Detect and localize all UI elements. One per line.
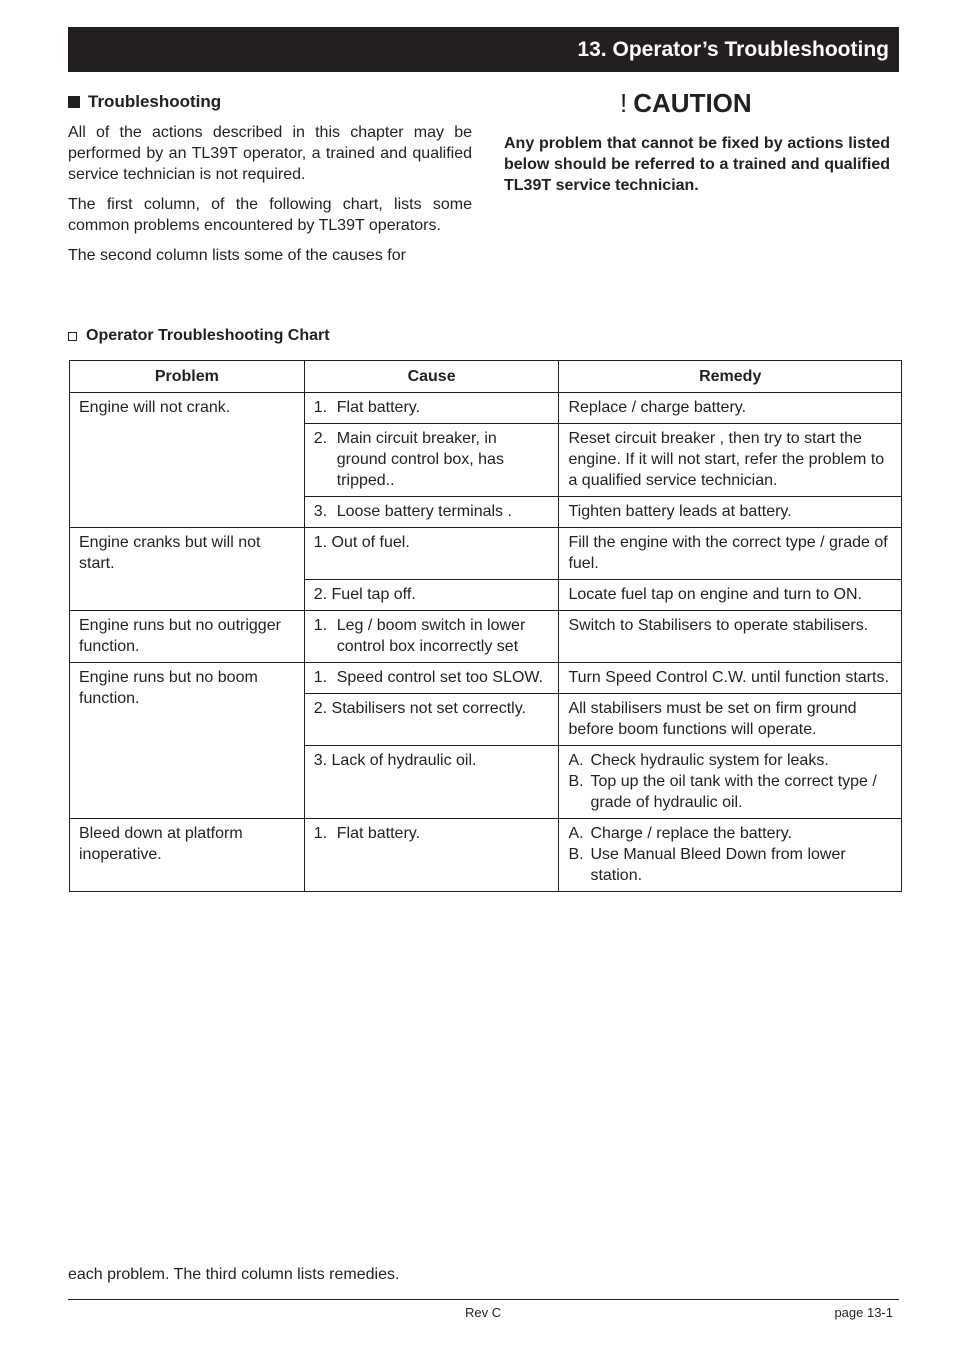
section-title: Troubleshooting <box>88 92 222 111</box>
table-header-row <box>70 361 902 393</box>
remedy-text: Use Manual Bleed Down from lower station. <box>590 846 846 884</box>
cause-cell <box>304 497 559 528</box>
problem-cell: Engine runs but no outrigger function. <box>70 611 305 663</box>
chart-title: Operator Troubleshooting Chart <box>86 327 330 344</box>
table-row <box>70 528 902 580</box>
page-number: page 13-1 <box>834 1305 893 1320</box>
intro-paragraph: The first column, of the following chart, lists some common problems encountered by TL39T operators. <box>68 196 472 234</box>
intro-paragraph: All of the actions described in this chapter may be performed by an TL39T operator, a trained and qualified service technician is not required. <box>68 124 472 183</box>
troubleshooting-table <box>69 360 902 892</box>
problem-cell: Bleed down at platform inoperative. <box>70 819 305 892</box>
remedy-cell: Turn Speed Control C.W. until function starts. <box>559 663 902 694</box>
remedy-cell <box>559 819 902 892</box>
caution-heading <box>620 88 752 119</box>
exclamation-icon: ! <box>620 88 628 118</box>
intro-continuation: each problem. The third column lists remedies. <box>68 1266 400 1283</box>
column-header-problem: Problem <box>70 361 305 393</box>
cause-text: Flat battery. <box>336 825 421 842</box>
footer-divider <box>68 1299 899 1300</box>
cause-cell <box>304 424 559 497</box>
remedy-cell: Locate fuel tap on engine and turn to ON. <box>559 580 902 611</box>
cause-cell: 1. Out of fuel. <box>304 528 559 580</box>
caution-title: CAUTION <box>633 88 752 118</box>
remedy-text: Top up the oil tank with the correct type / grade of hydraulic oil. <box>590 773 877 811</box>
table-row <box>70 393 902 424</box>
empty-checkbox-bullet-icon <box>68 332 77 341</box>
cause-cell <box>304 611 559 663</box>
cause-cell <box>304 819 559 892</box>
problem-cell: Engine runs but no boom function. <box>70 663 305 819</box>
cause-number: 1. <box>313 399 328 416</box>
table-row <box>70 663 902 694</box>
cause-number: 1. <box>313 617 328 634</box>
problem-cell: Engine cranks but will not start. <box>70 528 305 611</box>
cause-cell: 2. Stabilisers not set correctly. <box>304 694 559 746</box>
revision-label: Rev C <box>465 1305 502 1320</box>
cause-number: 3. <box>313 503 328 520</box>
remedy-cell: All stabilisers must be set on firm ground before boom functions will operate. <box>559 694 902 746</box>
cause-cell <box>304 663 559 694</box>
cause-text: Leg / boom switch in lower control box incorrectly set <box>336 617 526 655</box>
chapter-header <box>68 27 899 72</box>
table-row <box>70 819 902 892</box>
cause-number: 1. <box>313 825 328 842</box>
cause-text: Flat battery. <box>336 399 421 416</box>
cause-cell: 2. Fuel tap off. <box>304 580 559 611</box>
remedy-letter: B. <box>568 846 584 863</box>
remedy-letter: A. <box>568 825 584 842</box>
filled-square-bullet-icon <box>68 96 80 108</box>
chapter-title: 13. Operator’s Troubleshooting <box>577 37 889 61</box>
remedy-cell: Fill the engine with the correct type / grade of fuel. <box>559 528 902 580</box>
cause-text: Main circuit breaker, in ground control box, has tripped.. <box>336 430 504 489</box>
section-heading <box>68 92 221 112</box>
cause-cell <box>304 393 559 424</box>
caution-text: Any problem that cannot be fixed by actions listed below should be referred to a trained and qualified TL39T service technician. <box>504 135 890 194</box>
remedy-cell: Switch to Stabilisers to operate stabilisers. <box>559 611 902 663</box>
remedy-cell: Tighten battery leads at battery. <box>559 497 902 528</box>
table-row <box>70 611 902 663</box>
remedy-text: Check hydraulic system for leaks. <box>590 752 829 769</box>
column-header-cause: Cause <box>304 361 559 393</box>
remedy-letter: A. <box>568 752 584 769</box>
intro-paragraph: The second column lists some of the causes for <box>68 247 406 264</box>
cause-text: Loose battery terminals . <box>336 503 512 520</box>
remedy-text: Charge / replace the battery. <box>590 825 793 842</box>
cause-number: 2. <box>313 430 328 447</box>
remedy-cell: Reset circuit breaker , then try to start the engine. If it will not start, refer the problem to a qualified service technician. <box>559 424 902 497</box>
cause-number: 1. <box>313 669 328 686</box>
remedy-cell <box>559 746 902 819</box>
remedy-letter: B. <box>568 773 584 790</box>
cause-cell: 3. Lack of hydraulic oil. <box>304 746 559 819</box>
cause-text: Speed control set too SLOW. <box>336 669 544 686</box>
problem-cell: Engine will not crank. <box>70 393 305 528</box>
remedy-cell: Replace / charge battery. <box>559 393 902 424</box>
chart-heading <box>68 327 330 345</box>
intro-text <box>68 122 472 275</box>
column-header-remedy: Remedy <box>559 361 902 393</box>
